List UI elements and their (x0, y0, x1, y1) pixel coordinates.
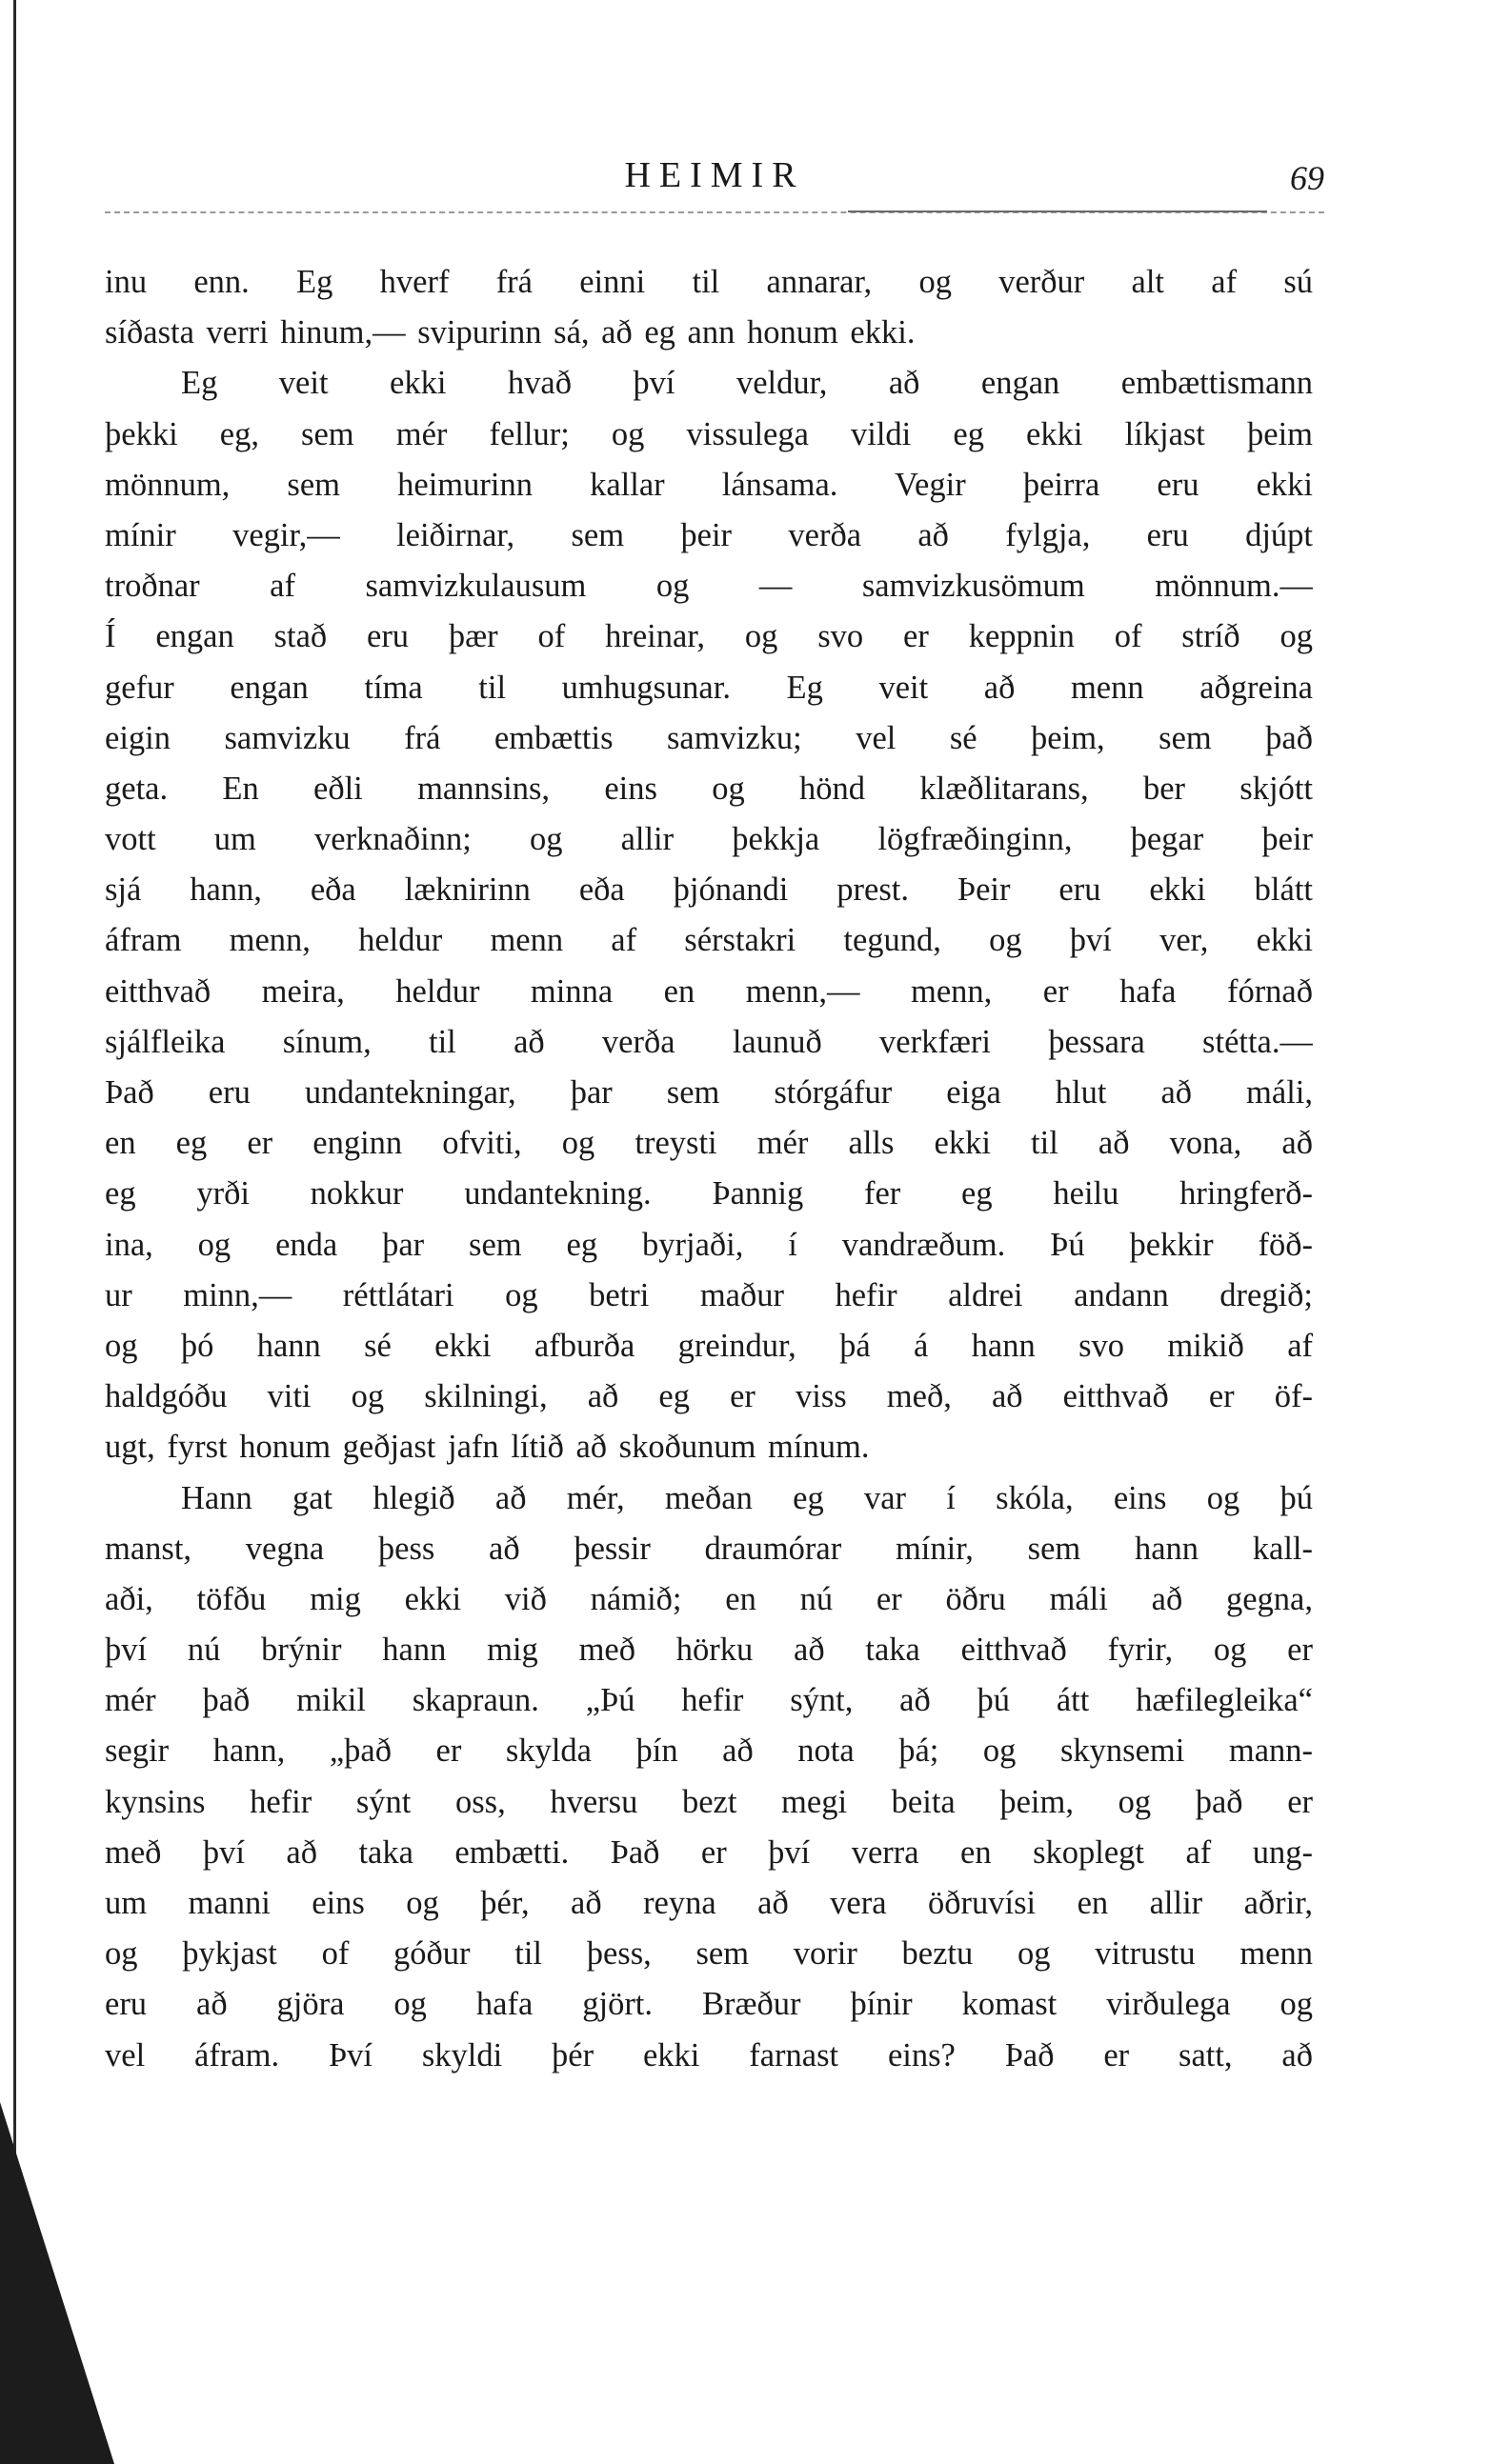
text-line: og þykjast of góður til þess, sem vorir beztu og vitrustu menn (105, 1935, 1313, 1973)
text-line: því nú brýnir hann mig með hörku að taka eitthvað fyrir, og er (105, 1632, 1313, 1669)
text-line: gefur engan tíma til umhugsunar. Eg veit að menn aðgreina (105, 669, 1313, 706)
scan-gutter-shadow (13, 0, 16, 2464)
text-line: mér það mikil skapraun. „Þú hefir sýnt, að þú átt hæfilegleika“ (105, 1682, 1313, 1719)
text-line: mönnum, sem heimurinn kallar lánsama. Vegir þeirra eru ekki (105, 466, 1313, 503)
text-line: eru að gjöra og hafa gjört. Bræður þínir komast virðulega og (105, 1986, 1313, 2023)
text-line: eg yrði nokkur undantekning. Þannig fer eg heilu hringferð- (105, 1175, 1313, 1212)
text-line: aði, töfðu mig ekki við námið; en nú er öðru máli að gegna, (105, 1580, 1313, 1617)
text-line: eitthvað meira, heldur minna en menn,— menn, er hafa fórnað (105, 972, 1313, 1010)
text-line: um manni eins og þér, að reyna að vera öðruvísi en allir aðrir, (105, 1885, 1313, 1921)
text-line: Eg veit ekki hvað því veldur, að engan embættismann (181, 365, 1313, 402)
text-line: Í engan stað eru þær of hreinar, og svo er keppnin of stríð og (105, 618, 1313, 655)
text-line: Hann gat hlegið að mér, meðan eg var í skóla, eins og þú (181, 1479, 1313, 1516)
text-line: inu enn. Eg hverf frá einni til annarar, og verður alt af sú (105, 264, 1313, 300)
page-number: 69 (1290, 159, 1324, 197)
text-line: vel áfram. Því skyldi þér ekki farnast eins? Það er satt, að (105, 2036, 1313, 2073)
text-line: og þó hann sé ekki afburða greindur, þá á hann svo mikið af (105, 1327, 1313, 1364)
text-line: eigin samvizku frá embættis samvizku; vel sé þeim, sem það (105, 719, 1313, 756)
text-line: síðasta verri hinum,— svipurinn sá, að eg ann honum ekki. (105, 314, 916, 351)
text-line: en eg er enginn ofviti, og treysti mér alls ekki til að vona, að (105, 1125, 1313, 1162)
text-line: vott um verknaðinn; og allir þekkja lögfræðinginn, þegar þeir (105, 821, 1313, 858)
text-line: þekki eg, sem mér fellur; og vissulega vildi eg ekki líkjast þeim (105, 415, 1313, 452)
text-line: Það eru undantekningar, þar sem stórgáfur eiga hlut að máli, (105, 1074, 1313, 1111)
text-line: ina, og enda þar sem eg byrjaði, í vandræðum. Þú þekkir föð- (105, 1226, 1313, 1263)
text-line: sjálfleika sínum, til að verða launuð verkfæri þessara stétta.— (105, 1023, 1313, 1060)
scan-corner-shadow (0, 2102, 114, 2464)
text-line: troðnar af samvizkulausum og — samvizkusömum mönnum.— (105, 568, 1313, 605)
text-line: kynsins hefir sýnt oss, hversu bezt megi beita þeim, og það er (105, 1783, 1313, 1820)
text-line: geta. En eðli mannsins, eins og hönd klæðlitarans, ber skjótt (105, 770, 1313, 807)
header-rule-solid (848, 210, 1267, 212)
text-line: sjá hann, eða læknirinn eða þjónandi prest. Þeir eru ekki blátt (105, 871, 1313, 909)
text-line: mínir vegir,— leiðirnar, sem þeir verða að fylgja, eru djúpt (105, 516, 1313, 553)
text-line: með því að taka embætti. Það er því verra en skoplegt af ung- (105, 1833, 1313, 1871)
text-line: segir hann, „það er skylda þín að nota þá; og skynsemi mann- (105, 1733, 1313, 1770)
running-head (105, 143, 1324, 219)
text-line: ur minn,— réttlátari og betri maður hefir aldrei andann dregið; (105, 1276, 1313, 1313)
running-head-title: HEIMIR (624, 155, 805, 195)
text-line: haldgóðu viti og skilningi, að eg er viss með, að eitthvað er öf- (105, 1378, 1313, 1415)
body-text (105, 257, 1313, 2081)
text-line: ugt, fyrst honum geðjast jafn lítið að skoðunum mínum. (105, 1429, 870, 1466)
text-line: áfram menn, heldur menn af sérstakri tegund, og því ver, ekki (105, 922, 1313, 959)
text-line: manst, vegna þess að þessir draumórar mínir, sem hann kall- (105, 1530, 1313, 1567)
